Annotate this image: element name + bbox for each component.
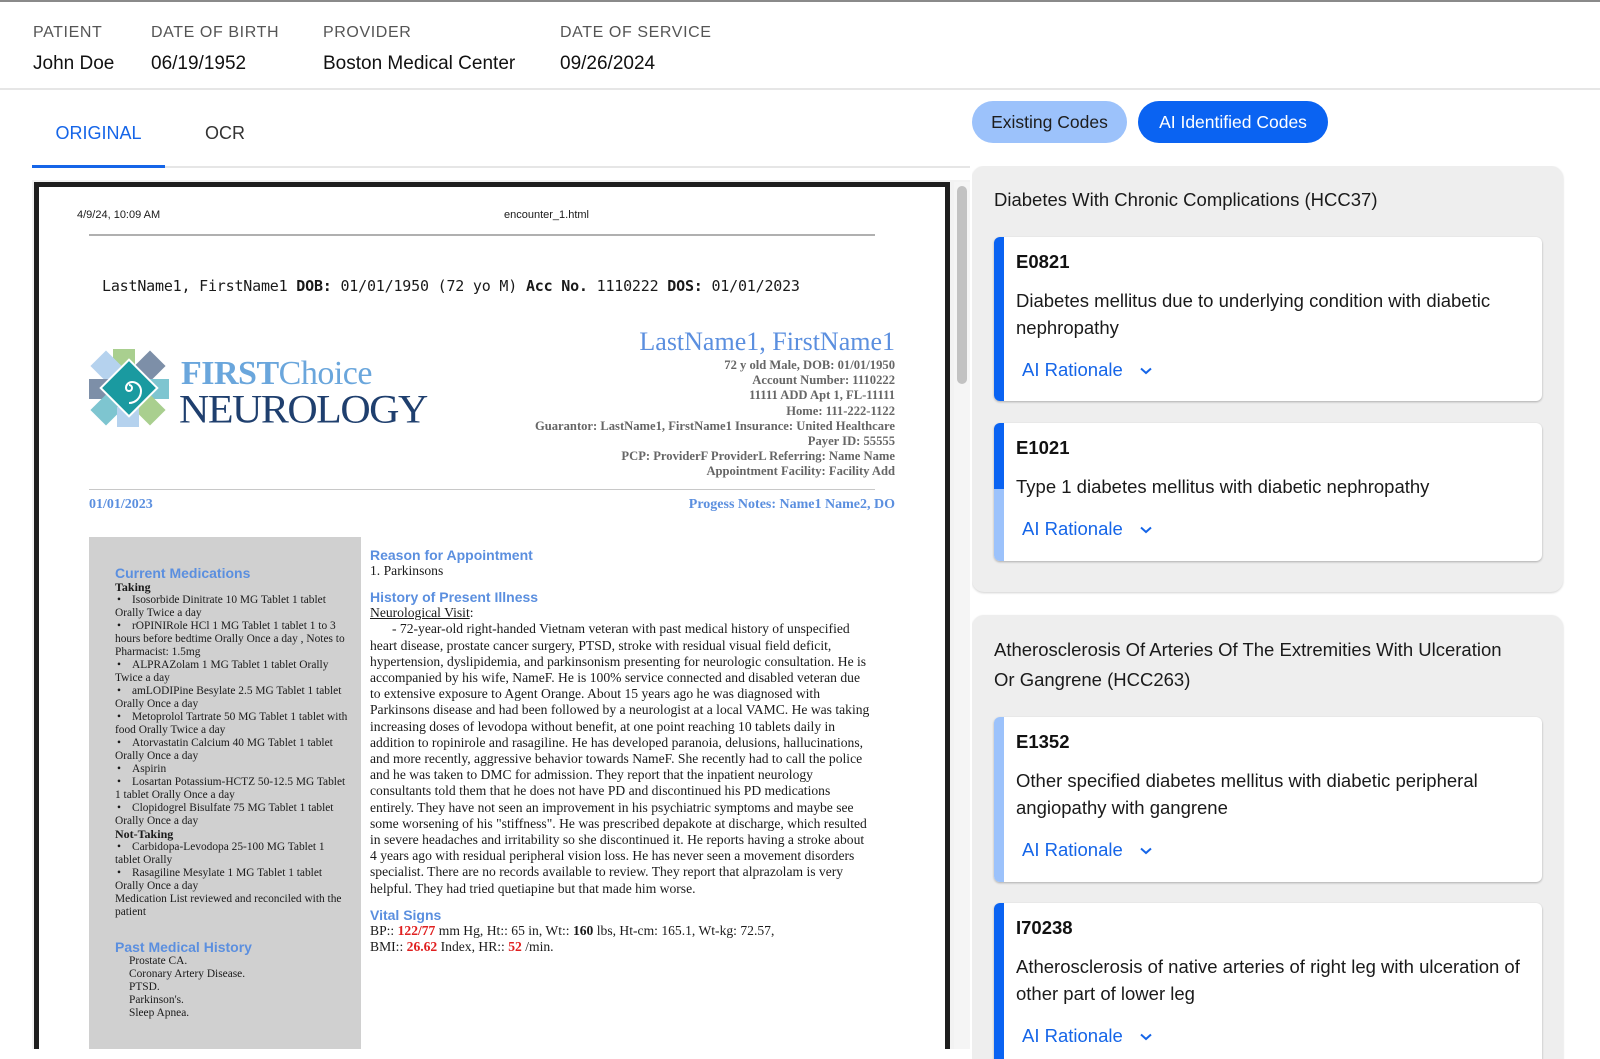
status-bar (994, 423, 1004, 561)
dos-label: DATE OF SERVICE (560, 24, 712, 41)
medication-item: • amLODIPine Besylate 2.5 MG Tablet 1 tablet Orally Once a day (115, 685, 351, 711)
id-dos-label: DOS: (667, 277, 703, 295)
code-description: Type 1 diabetes mellitus with diabetic nephropathy (1016, 476, 1430, 497)
ai-identified-codes-button[interactable]: AI Identified Codes (1138, 101, 1328, 143)
weight-value: 160 (572, 922, 594, 938)
code-description: Diabetes mellitus due to underlying condition with diabetic nephropathy (1016, 290, 1491, 338)
status-bar (994, 903, 1004, 1059)
meta-line: Account Number: 1110222 (752, 373, 895, 388)
chevron-down-icon (1140, 847, 1152, 855)
logo-first-text (181, 357, 372, 391)
meta-line: 72 y old Male, DOB: 01/01/1950 (724, 358, 895, 372)
logo-first: FIRST (181, 355, 279, 392)
medication-item: • Metoprolol Tartrate 50 MG Tablet 1 tablet with food Orally Twice a day (115, 711, 351, 737)
history-item: Parkinson's. (129, 994, 184, 1006)
id-acc-label: Acc No. (525, 277, 588, 295)
visit-date: 01/01/2023 (89, 497, 153, 512)
vitals-rest: lbs, Ht-cm: 165.1, Wt-kg: 72.57, (596, 922, 775, 938)
bmi-label: BMI:: (370, 939, 404, 955)
ai-rationale-toggle[interactable] (1022, 839, 1152, 861)
scrollbar-thumb[interactable] (957, 186, 967, 384)
chevron-down-icon (1140, 1033, 1152, 1041)
patient-field (33, 24, 114, 75)
code-card-e1021 (994, 423, 1542, 561)
dob-label: DATE OF BIRTH (151, 24, 280, 41)
vitals-line-1 (370, 923, 870, 939)
vital-signs-heading: Vital Signs (370, 906, 442, 923)
meta-line: Home: 111-222-1122 (786, 403, 895, 418)
hr-label: Index, HR:: (440, 939, 505, 955)
group-title: Atherosclerosis Of Arteries Of The Extremities With Ulceration Or Gangrene (HCC263) (994, 639, 1502, 690)
logo-choice: Choice (278, 355, 372, 392)
dos-field (560, 24, 712, 75)
provider-field (323, 24, 515, 75)
medication-item: • Clopidogrel Bisulfate 75 MG Tablet 1 tablet Orally Once a day (115, 802, 351, 828)
clinic-logo (89, 345, 427, 432)
not-taking-heading: Not-Taking (115, 827, 174, 841)
medication-item: • rOPINIRole HCl 1 MG Tablet 1 tablet 1 to 3 hours before bedtime Orally Once a day , Notes to Pharmacist: 1.5mg (115, 620, 351, 659)
past-medical-history (115, 939, 351, 1020)
document-patient-name: LastName1, FirstName1 (639, 327, 895, 356)
tab-original[interactable]: ORIGINAL (32, 110, 165, 168)
document-page (34, 182, 950, 1049)
divider (89, 234, 875, 236)
meta-line: Appointment Facility: Facility Add (706, 464, 895, 479)
history-item: Sleep Apnea. (129, 1007, 190, 1019)
id-name: LastName1, FirstName1 (102, 277, 288, 295)
ai-rationale-toggle[interactable] (1022, 518, 1152, 540)
id-dob-value: 01/01/1950 (72 yo M) (340, 277, 518, 295)
medication-item: • Atorvastatin Calcium 40 MG Tablet 1 tablet Orally Once a day (115, 737, 351, 763)
current-medications-heading: Current Medications (115, 565, 251, 581)
medication-item: • Aspirin (115, 763, 351, 776)
print-date: 4/9/24, 10:09 AM (77, 209, 161, 221)
patient-label: PATIENT (33, 24, 103, 41)
medication-item: • ALPRAZolam 1 MG Tablet 1 tablet Orally Twice a day (115, 659, 351, 685)
history-item: Prostate CA. (129, 955, 188, 967)
existing-codes-button[interactable]: Existing Codes (972, 101, 1127, 143)
medication-note: Medication List reviewed and reconciled with the patient (115, 893, 342, 918)
code-description: Other specified diabetes mellitus with diabetic peripheral angiopathy with gangrene (1016, 770, 1478, 818)
code-id: I70238 (1016, 917, 1073, 938)
divider (89, 489, 875, 490)
code-id: E1352 (1016, 731, 1070, 752)
meta-line: Payer ID: 55555 (807, 434, 895, 449)
ai-rationale-toggle[interactable] (1022, 359, 1152, 381)
id-acc-value: 1110222 (596, 277, 659, 295)
id-dob-label: DOB: (296, 277, 332, 295)
code-id: E1021 (1016, 437, 1070, 458)
chevron-down-icon (1140, 526, 1152, 534)
dob-field (151, 24, 279, 75)
hpi-visit-label: Neurological Visit (370, 605, 470, 621)
medication-item: • Carbidopa-Levodopa 25-100 MG Tablet 1 tablet Orally (115, 841, 351, 867)
past-medical-history-heading: Past Medical History (115, 939, 252, 955)
code-card-e1352 (994, 717, 1542, 882)
vitals-line-2 (370, 939, 870, 955)
provider-label: PROVIDER (323, 24, 412, 41)
dos-value: 09/26/2024 (560, 53, 656, 74)
meta-line: PCP: ProviderF ProviderL Referring: Name Name (621, 449, 895, 464)
rationale-label: AI Rationale (1022, 839, 1123, 860)
medication-item: • Rasagiline Mesylate 1 MG Tablet 1 tablet Orally Once a day (115, 867, 351, 893)
medication-item: • Isosorbide Dinitrate 10 MG Tablet 1 tablet Orally Twice a day (115, 594, 351, 620)
history-item: PTSD. (129, 981, 160, 993)
bmi-value: 26.62 (406, 939, 438, 955)
meta-line: 11111 ADD Apt 1, FL-11111 (749, 388, 895, 403)
reason-heading: Reason for Appointment (370, 547, 533, 563)
provider-value: Boston Medical Center (323, 53, 516, 74)
height-text: mm Hg, Ht:: 65 in, Wt:: (438, 922, 570, 938)
medications-column (89, 537, 361, 1049)
code-id: E0821 (1016, 251, 1070, 272)
patient-value: John Doe (33, 53, 115, 74)
meta-line: Guarantor: LastName1, FirstName1 Insurance: United Healthcare (534, 418, 895, 433)
progress-notes-author: Progess Notes: Name1 Name2, DO (688, 497, 895, 512)
rationale-label: AI Rationale (1022, 518, 1123, 539)
dob-value: 06/19/1952 (151, 53, 247, 74)
medication-item: • Losartan Potassium-HCTZ 50-12.5 MG Tablet 1 tablet Orally Once a day (115, 776, 351, 802)
bp-value: 122/77 (397, 922, 436, 938)
history-item: Coronary Artery Disease. (129, 968, 246, 980)
taking-heading: Taking (115, 580, 151, 594)
hcc-group-hcc37 (972, 166, 1563, 592)
hpi-visit-label-line: Neurological Visit: (370, 605, 474, 621)
document-scrollbar[interactable] (954, 182, 970, 1049)
id-dos-value: 01/01/2023 (711, 277, 800, 295)
patient-id-line (102, 277, 800, 295)
notes-column (370, 547, 870, 955)
reason-text: 1. Parkinsons (370, 563, 444, 578)
hcc-group-hcc263 (972, 615, 1563, 1059)
print-filename: encounter_1.html (504, 209, 589, 221)
group-title: Diabetes With Chronic Complications (HCC37) (994, 189, 1378, 210)
code-card-i70238 (994, 903, 1542, 1059)
ai-rationale-toggle[interactable] (1022, 1025, 1152, 1047)
rationale-label: AI Rationale (1022, 359, 1123, 380)
status-bar (994, 237, 1004, 401)
document-patient-meta (535, 358, 895, 480)
spiral-logo-icon (89, 349, 169, 427)
logo-neurology-text: NEUROLOGY (179, 388, 427, 432)
document-tabs (32, 110, 970, 168)
document-viewer[interactable] (32, 180, 970, 1049)
status-bar (994, 717, 1004, 882)
hr-unit: /min. (525, 939, 554, 955)
tab-ocr[interactable]: OCR (205, 123, 245, 143)
code-description: Atherosclerosis of native arteries of right leg with ulceration of other part of lower leg (1016, 956, 1520, 1004)
hpi-heading: History of Present Illness (370, 589, 539, 606)
chevron-down-icon (1140, 367, 1152, 375)
hr-value: 52 (508, 939, 522, 955)
patient-header (0, 2, 1600, 90)
rationale-label: AI Rationale (1022, 1025, 1123, 1046)
code-card-e0821 (994, 237, 1542, 401)
codes-panel[interactable] (972, 166, 1600, 1059)
hpi-text: - 72-year-old right-handed Vietnam veteran with past medical history of unspecified heart disease, prostate cancer surgery, PTSD, stroke with residual visual field deficit, hypertension, dyslipidemia, and parkinsonism presenting for neurologic consultation. He is accompanied by his wife, NameF. He is 100% service connected and disabled veteran due to extensive exposure to Agent Orange. About 15 years ago he was diagnosed with Parkinsons disease and had been followed by a neurologist at a local VAMC. He was taking increasing doses of levodopa without benefit, at one point reaching 10 tablets daily in addition to ropinirole and rasagiline. He has developed paranoia, delusions, hallucinations, and more recently, aggressive behavior towards NameF. She recently had to call the police and he was taken to DMC for admission. They report that the inpatient neurology consultants told them that he does not have PD and discontinued his PD medications entirely. They have not seen an improvement in his psychiatric symptoms and maybe see some worsening of his "stiffness". He was prescribed depakote at discharge, which resulted in severe headaches and irritability so she discontinued it. He reports having a stroke about 4 years ago with residual peripheral vision loss. He has never seen a movement disorders specialist. There are no records available to review. They report that alprazolam is very helpful. They had tried quetiapine but that made him worse. (370, 621, 870, 896)
bp-label: BP:: (370, 922, 395, 938)
